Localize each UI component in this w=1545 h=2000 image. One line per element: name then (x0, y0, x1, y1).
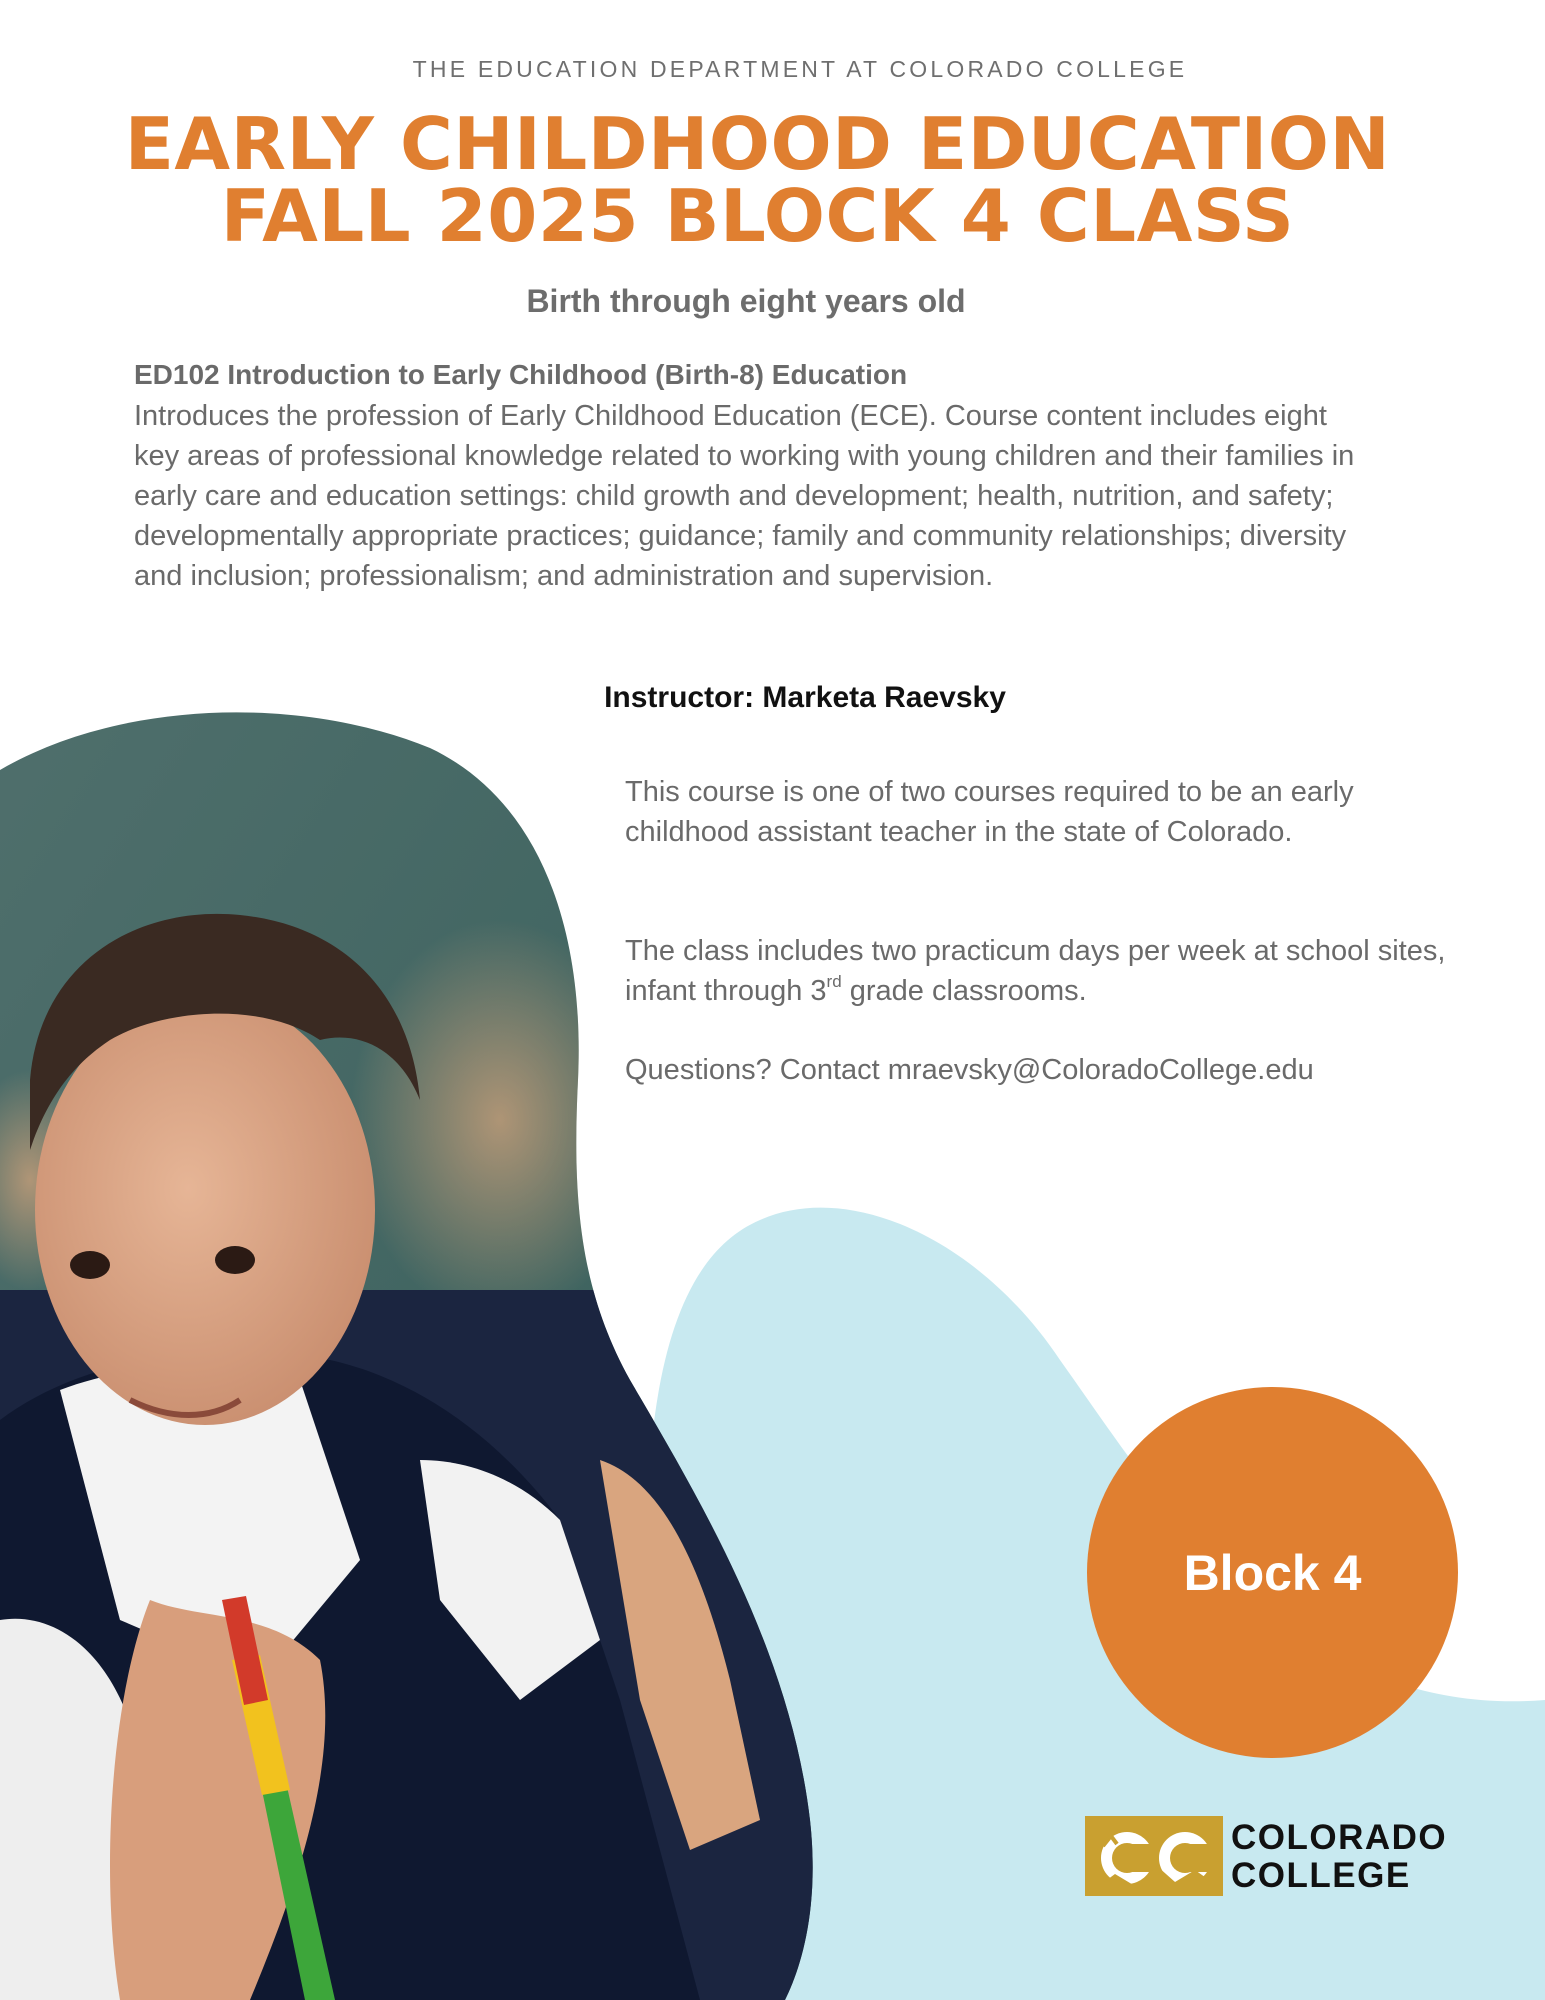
logo-wordmark (1231, 1819, 1447, 1895)
block-badge (1087, 1387, 1458, 1758)
block-badge-label: Block 4 (1183, 1544, 1362, 1601)
page-title (0, 102, 1515, 258)
practicum-text-end: grade classrooms. (841, 975, 1087, 1007)
course-description: Introduces the profession of Early Childhood Education (ECE). Course content includes eight key areas of professional knowledge related to working with young children and their families in early care and education settings: child growth and development; health, nutrition, and safety; developmentally appropriate practices; guidance; family and community relationships; diversity and inclusion; professionalism; and administration and supervision. (134, 400, 1355, 592)
age-range-subtitle: Birth through eight years old (526, 283, 966, 319)
practicum-paragraph (625, 931, 1475, 1011)
logo-line-1: COLORADO (1231, 1818, 1448, 1857)
requirement-paragraph: This course is one of two courses required to be an early childhood assistant teacher in the state of Colorado. (625, 776, 1354, 848)
practicum-text-start: The class includes two practicum days per week at school sites, infant through 3 (625, 935, 1446, 1007)
ordinal-suffix: rd (826, 972, 842, 991)
department-label: THE EDUCATION DEPARTMENT AT COLORADO COLLEGE (412, 56, 1188, 82)
course-title: ED102 Introduction to Early Childhood (Birth-8) Education (134, 359, 908, 390)
title-line-1: EARLY CHILDHOOD EDUCATION (124, 102, 1391, 186)
title-line-2: FALL 2025 BLOCK 4 CLASS (220, 174, 1295, 258)
contact-line: Questions? Contact mraevsky@ColoradoCollege.edu (625, 1054, 1314, 1086)
logo-line-2: COLLEGE (1231, 1856, 1411, 1895)
colorado-college-logo (1085, 1813, 1465, 1899)
cc-logo-icon (1085, 1816, 1223, 1896)
instructor-label: Instructor: Marketa Raevsky (604, 681, 1006, 714)
